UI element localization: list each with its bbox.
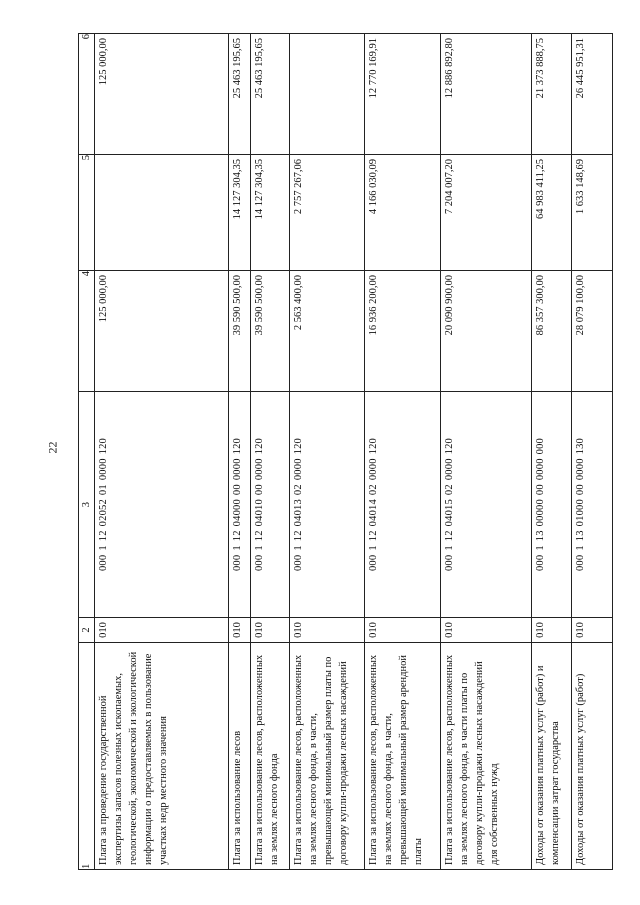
row-classification-code-cell [365, 392, 440, 618]
code-segment: 12 [253, 530, 265, 542]
row-classification-code-cell [228, 392, 250, 618]
code-segment: 02 [368, 484, 380, 496]
code-segment: 00 [253, 484, 265, 496]
row-admin-code-cell: 010 [228, 618, 250, 643]
code-segment: 0000 [534, 458, 546, 481]
code-segment: 000 [98, 554, 109, 572]
code-segment: 1 [231, 545, 243, 551]
code-segment: 12 [231, 530, 243, 542]
code-segment: 0000 [231, 458, 243, 481]
row-classification-code-cell [572, 392, 613, 618]
code-segment: 120 [231, 437, 243, 455]
row-col4-value-cell: 28 079 100,00 [572, 271, 613, 392]
code-segment: 120 [443, 437, 455, 455]
row-col6-value-cell: 12 770 169,91 [365, 34, 440, 155]
table-header-row [79, 34, 95, 870]
code-segment: 000 [534, 554, 546, 572]
table-row [365, 34, 440, 870]
table-row [531, 34, 572, 870]
code-segment: 120 [292, 437, 304, 455]
code-segment: 1 [575, 545, 587, 551]
header-col-4: 4 [79, 271, 95, 392]
code-segment: 13 [534, 530, 546, 542]
row-col6-value-cell: 21 373 888,75 [531, 34, 572, 155]
code-segment: 000 [575, 554, 587, 572]
row-classification-code-cell [531, 392, 572, 618]
table-row [250, 34, 289, 870]
code-segment: 000 [443, 554, 455, 572]
header-col-6: 6 [79, 34, 95, 155]
row-classification-code-cell [250, 392, 289, 618]
row-col4-value-cell: 2 563 400,00 [289, 271, 364, 392]
code-segment: 00000 [534, 499, 546, 527]
table-row [228, 34, 250, 870]
row-name-cell: Плата за использование лесов, расположенных на землях лесного фонда, в части, превышающей минимальный размер платы по договору купли-продажи лесных насаждений [289, 643, 364, 870]
row-classification-code-cell [289, 392, 364, 618]
row-col6-value-cell [289, 34, 364, 155]
row-col6-value-cell: 25 463 195,65 [228, 34, 250, 155]
code-segment: 1 [292, 545, 304, 551]
code-segment: 120 [368, 437, 380, 455]
header-col-3: 3 [79, 392, 95, 618]
row-col4-value-cell: 16 936 200,00 [365, 271, 440, 392]
code-segment: 1 [368, 545, 380, 551]
code-segment: 0000 [575, 458, 587, 481]
table-row [289, 34, 364, 870]
code-segment: 1 [98, 545, 109, 551]
row-col6-value-cell: 12 886 892,80 [440, 34, 531, 155]
code-segment: 00 [575, 484, 587, 496]
header-col-2: 2 [79, 618, 95, 643]
table-row [95, 34, 229, 870]
row-col5-value-cell: 64 983 411,25 [531, 155, 572, 271]
code-segment: 000 [534, 437, 546, 455]
row-col5-value-cell: 2 757 267,06 [289, 155, 364, 271]
code-segment: 000 [368, 554, 380, 572]
table-row [572, 34, 613, 870]
code-segment: 04015 [443, 499, 455, 527]
row-name-cell: Плата за использование лесов [228, 643, 250, 870]
code-segment: 00 [231, 484, 243, 496]
code-segment: 12 [368, 530, 380, 542]
row-name-cell: Доходы от оказания платных услуг (работ) и компенсации затрат государства [531, 643, 572, 870]
revenue-table [78, 33, 613, 870]
code-segment: 0000 [368, 458, 380, 481]
page-number: 22 [45, 441, 60, 454]
code-segment: 04000 [231, 499, 243, 527]
table-body [95, 34, 613, 870]
row-admin-code-cell: 010 [365, 618, 440, 643]
code-segment: 1 [253, 545, 265, 551]
row-col6-value-cell: 25 463 195,65 [250, 34, 289, 155]
row-col6-value-cell: 125 000,00 [95, 34, 229, 155]
row-classification-code-cell [440, 392, 531, 618]
code-segment: 12 [292, 530, 304, 542]
code-segment: 000 [292, 554, 304, 572]
code-segment: 000 [231, 554, 243, 572]
row-col5-value-cell: 1 633 148,69 [572, 155, 613, 271]
code-segment: 120 [98, 437, 109, 455]
row-col4-value-cell: 20 090 900,00 [440, 271, 531, 392]
row-name-cell: Доходы от оказания платных услуг (работ) [572, 643, 613, 870]
row-name-cell: Плата за использование лесов, расположенных на землях лесного фонда [250, 643, 289, 870]
row-col5-value-cell [95, 155, 229, 271]
row-name-cell: Плата за проведение государственной экспертизы запасов полезных ископаемых, геологической, экономической и экологической информации о предоставляемых в пользование участках недр местного значения [95, 643, 229, 870]
code-segment: 13 [575, 530, 587, 542]
row-col5-value-cell: 14 127 304,35 [228, 155, 250, 271]
header-col-5: 5 [79, 155, 95, 271]
code-segment: 0000 [292, 458, 304, 481]
code-segment: 00 [534, 484, 546, 496]
code-segment: 0000 [98, 458, 109, 481]
row-col4-value-cell: 86 357 300,00 [531, 271, 572, 392]
code-segment: 120 [253, 437, 265, 455]
row-name-cell: Плата за использование лесов, расположенных на землях лесного фонда, в части платы по договору купли-продажи лесных насаждений для собственных нужд [440, 643, 531, 870]
row-admin-code-cell: 010 [531, 618, 572, 643]
row-name-cell: Плата за использование лесов, расположенных на землях лесного фонда, в части, превышающей минимальный размер арендной платы [365, 643, 440, 870]
table-row [440, 34, 531, 870]
code-segment: 1 [534, 545, 546, 551]
row-col4-value-cell: 125 000,00 [95, 271, 229, 392]
header-col-1: 1 [79, 643, 95, 870]
code-segment: 02 [443, 484, 455, 496]
row-classification-code-cell [95, 392, 229, 618]
row-col5-value-cell: 4 166 030,09 [365, 155, 440, 271]
row-col5-value-cell: 7 204 007,20 [440, 155, 531, 271]
code-segment: 01000 [575, 499, 587, 527]
code-segment: 000 [253, 554, 265, 572]
code-segment: 1 [443, 545, 455, 551]
rotated-table-wrapper [78, 34, 613, 870]
code-segment: 04014 [368, 499, 380, 527]
row-col4-value-cell: 39 590 500,00 [228, 271, 250, 392]
code-segment: 12 [443, 530, 455, 542]
row-admin-code-cell: 010 [572, 618, 613, 643]
code-segment: 04013 [292, 499, 304, 527]
code-segment: 04010 [253, 499, 265, 527]
row-col6-value-cell: 26 445 951,31 [572, 34, 613, 155]
code-segment: 0000 [443, 458, 455, 481]
row-admin-code-cell: 010 [289, 618, 364, 643]
code-segment: 02 [292, 484, 304, 496]
code-segment: 0000 [253, 458, 265, 481]
row-admin-code-cell: 010 [250, 618, 289, 643]
code-segment: 130 [575, 437, 587, 455]
row-col5-value-cell: 14 127 304,35 [250, 155, 289, 271]
row-admin-code-cell: 010 [440, 618, 531, 643]
row-admin-code-cell: 010 [95, 618, 229, 643]
code-segment: 02052 [98, 499, 109, 527]
rotated-table-container [78, 34, 613, 870]
code-segment: 01 [98, 484, 109, 496]
code-segment: 12 [98, 530, 109, 542]
row-col4-value-cell: 39 590 500,00 [250, 271, 289, 392]
